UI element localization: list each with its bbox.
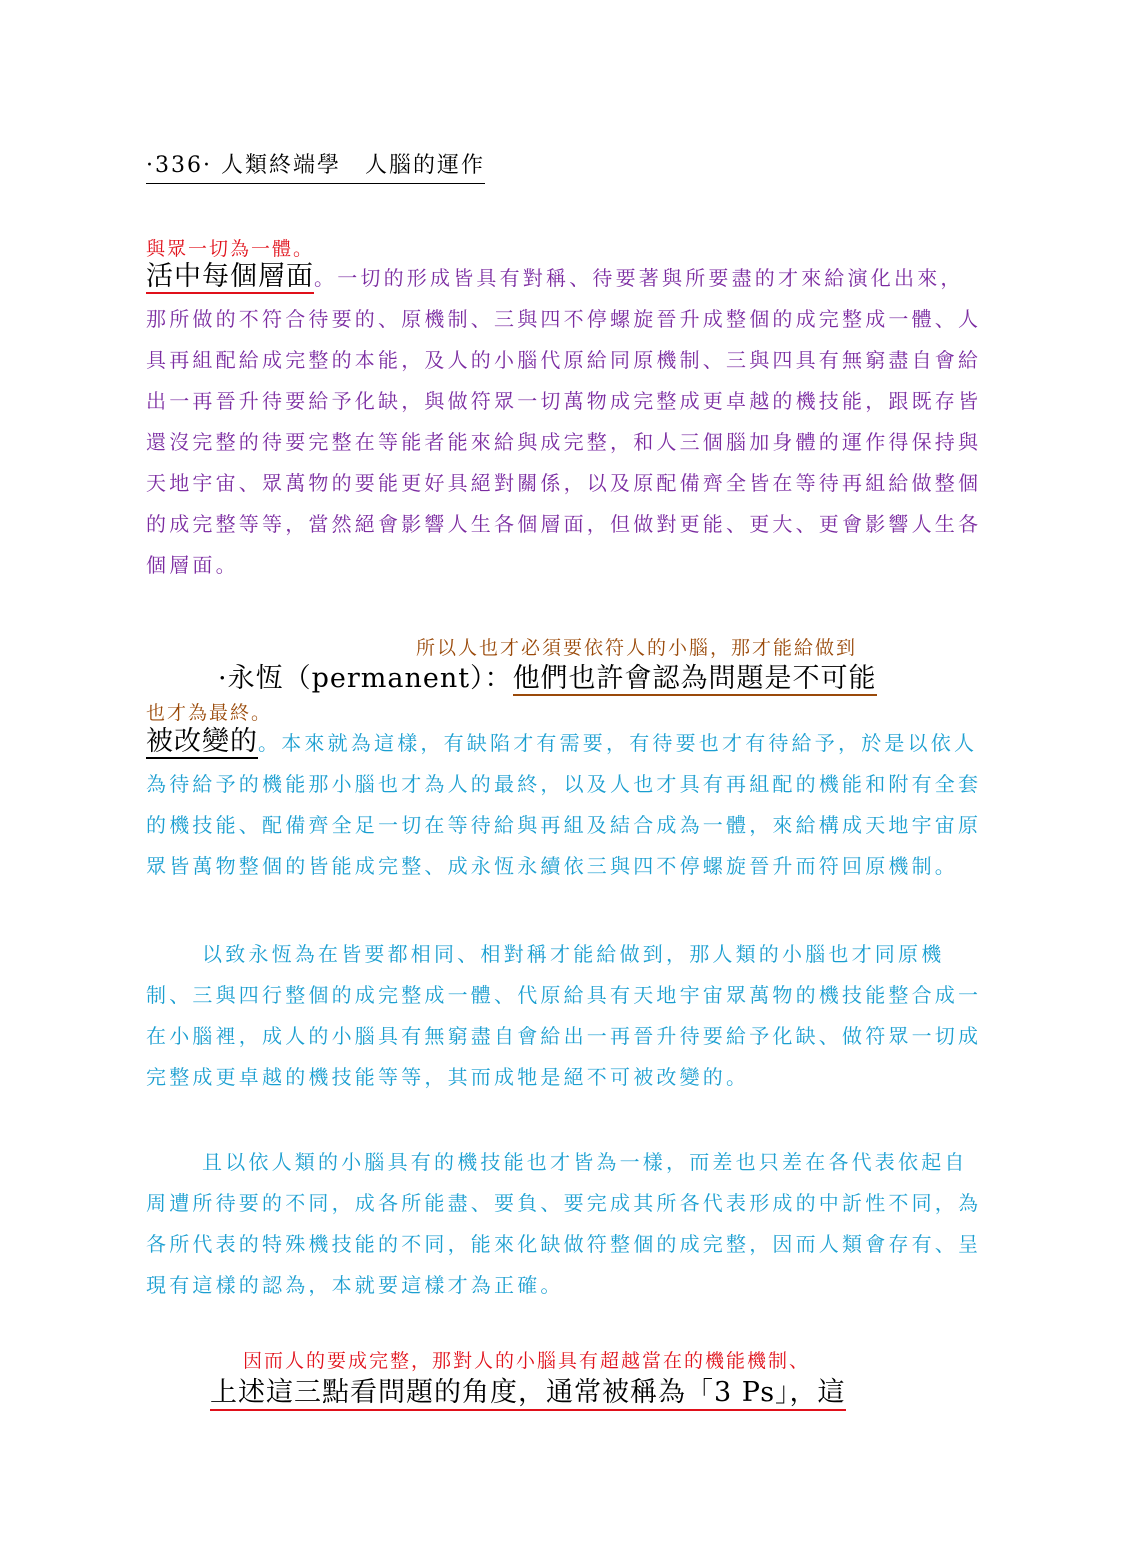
paragraph: 且以依人類的小腦具有的機技能也才皆為一樣，而差也只差在各代表依起自周遭所待要的不同，成各所能盡、要負、要完成其所各代表形成的中訢性不同，為各所代表的特殊機技能的不同，能來化缺做符整個的成完整，因而人類會存有、呈現有這樣的認為，本就要這樣才為正確。 [146, 1150, 982, 1297]
underlined-phrase: 他們也許會認為問題是不可能 [512, 663, 877, 694]
paragraph [146, 256, 986, 586]
paragraph [146, 721, 986, 887]
bullet-label: ·永恆（permanent）： [218, 663, 513, 694]
annotation-note: 因而人的要成完整，那對人的小腦具有超越當在的機能機制、 [243, 1350, 811, 1372]
paragraph: 以致永恆為在皆要都相同、相對稱才能給做到，那人類的小腦也才同原機制、三與四行整個的成完整成一體、代原給具有天地宇宙眾萬物的機技能整合成一在小腦裡，成人的小腦具有無窮盡自會給出一再晉升待要給予化缺、做符眾一切成完整成更卓越的機技能等等，其而成牠是絕不可被改變的。 [146, 942, 982, 1089]
bullet-line [218, 656, 877, 695]
underlined-line: 上述這三點看問題的角度，通常被稱為「3 Ps」，這 [210, 1370, 846, 1411]
underlined-lead: 活中每個層面 [146, 261, 314, 292]
underlined-lead: 被改變的 [146, 726, 258, 757]
page-header: ·336· 人類終端學 人腦的運作 [146, 148, 485, 184]
annotation-note: 所以人也才必須要依符人的小腦，那才能給做到 [416, 637, 858, 659]
paragraph-text: 。一切的形成皆具有對稱、待要著與所要盡的才來給演化出來，那所做的不符合待要的、原機制、三與四不停螺旋晉升成整個的成完整成一體、人具再組配給成完整的本能，及人的小腦代原給同原機制、三與四具有無窮盡自會給出一再晉升待要給予化缺，與做符眾一切萬物成完整成更卓越的機技能，跟既存皆還沒完整的待要完整在等能者能來給與成完整，和人三個腦加身體的運作得保持與天地宇宙、眾萬物的要能更好具絕對關係，以及原配備齊全皆在等待再組給做整個的成完整等等，當然絕會影響人生各個層面，但做對更能、更大、更會影響人生各個層面。 [146, 266, 982, 577]
annotation-note: 也才為最終。 [146, 702, 273, 724]
annotation-note: 與眾一切為一體。 [146, 238, 315, 260]
paragraph-text: 。本來就為這樣，有缺陷才有需要，有待要也才有待給予，於是以依人為待給予的機能那小腦也才為人的最終，以及人也才具有再組配的機能和附有全套的機技能、配備齊全足一切在等待給與再組及結合成為一體，來給構成天地宇宙原眾皆萬物整個的皆能成完整、成永恆永續依三與四不停螺旋晉升而符回原機制。 [146, 731, 982, 878]
